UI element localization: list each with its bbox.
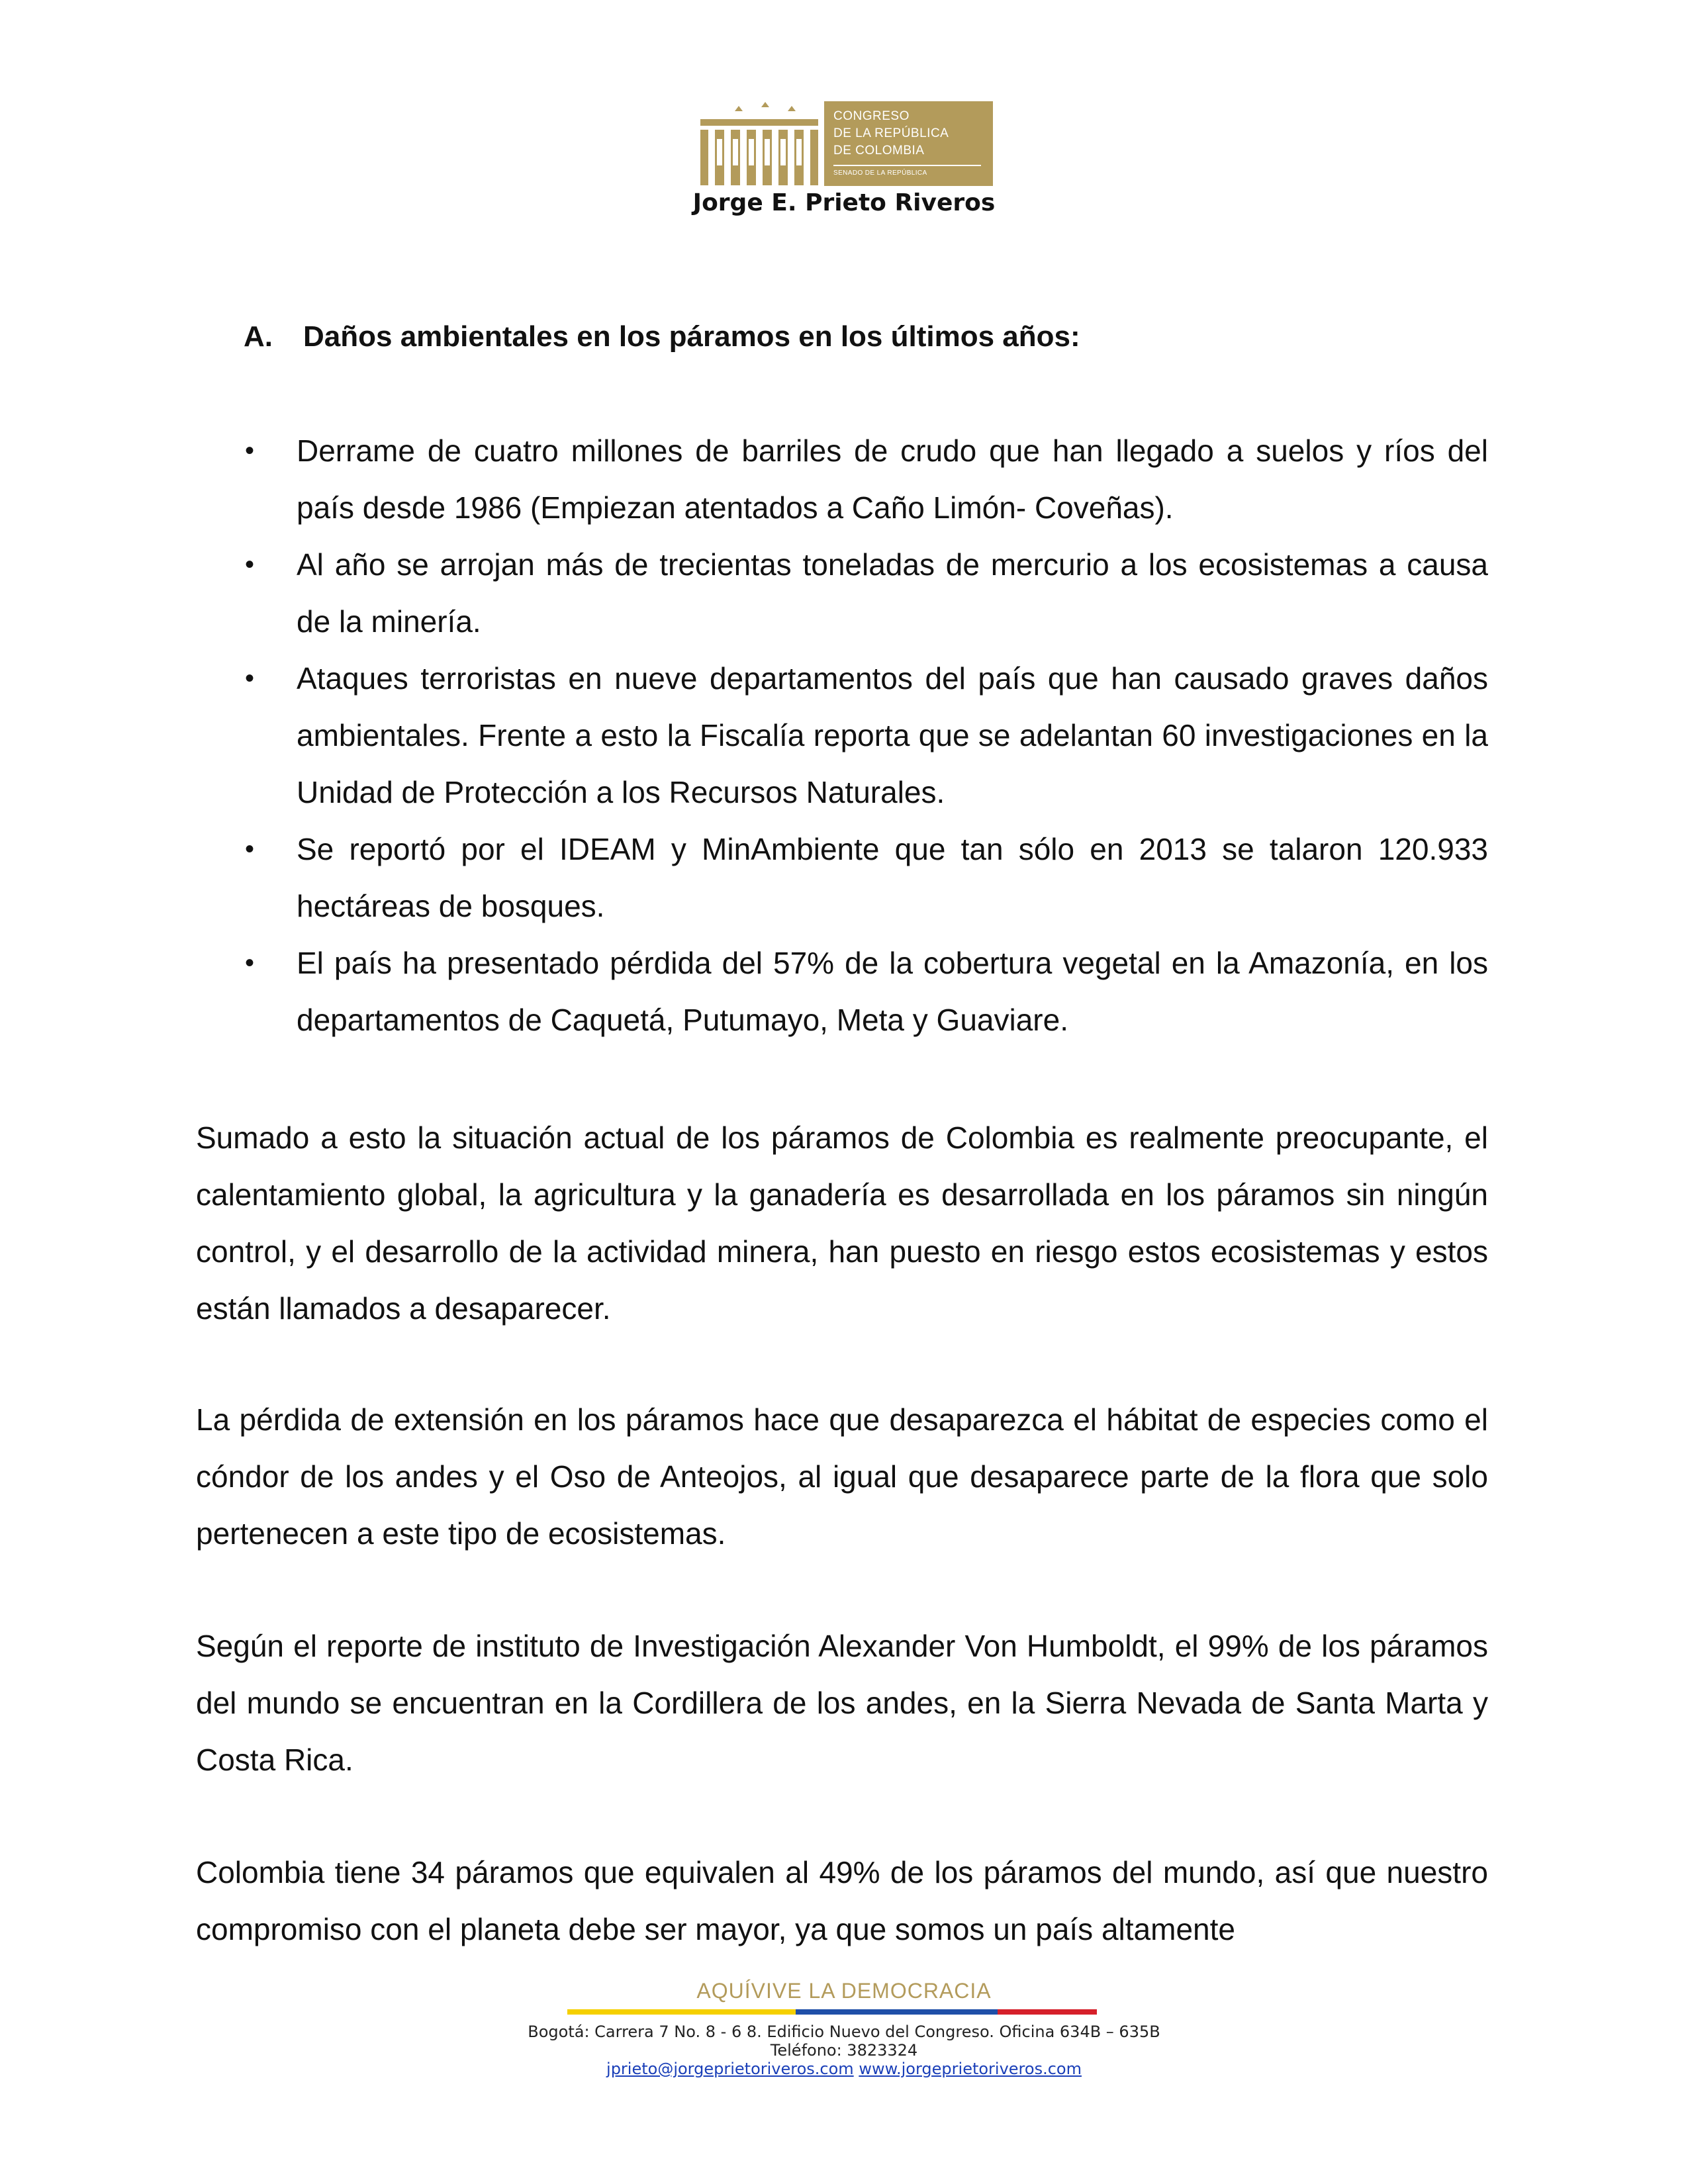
- section-heading: [244, 320, 1080, 353]
- section-marker: A.: [244, 320, 273, 353]
- flag-stripe-red: [998, 2009, 1097, 2015]
- damage-list: [244, 422, 1488, 1048]
- congress-logo: [695, 99, 996, 189]
- list-item-text: Al año se arrojan más de trecientas toneladas de mercurio a los ecosistemas a causa de la minería.: [297, 547, 1488, 639]
- list-item-text: Se reportó por el IDEAM y MinAmbiente que tan sólo en 2013 se talaron 120.933 hectáreas de bosques.: [297, 832, 1488, 923]
- list-item-text: El país ha presentado pérdida del 57% de la cobertura vegetal en la Amazonía, en los departamentos de Caquetá, Putumayo, Meta y Guaviare.: [297, 946, 1488, 1037]
- logo-subtitle: SENADO DE LA REPÚBLICA: [833, 169, 927, 177]
- logo-line-3: DE COLOMBIA: [833, 144, 925, 158]
- flag-stripe-yellow: [567, 2009, 796, 2015]
- paragraph: Sumado a esto la situación actual de los páramos de Colombia es realmente preocupante, el calentamiento global, la agricultura y la ganadería es desarrollada en los páramos sin ningún control, y el desarrollo de la actividad minera, han puesto en riesgo estos ecosistemas y estos están llamados a desaparecer.: [196, 1120, 1488, 1326]
- list-item: [244, 650, 1488, 821]
- logo-line-2: DE LA REPÚBLICA: [833, 126, 949, 140]
- footer-address: Bogotá: Carrera 7 No. 8 - 6 8. Edificio Nuevo del Congreso. Oficina 634B – 635B: [528, 2023, 1160, 2041]
- bullet-icon: •: [245, 436, 255, 465]
- capitol-building-icon: [695, 99, 821, 189]
- website-link[interactable]: www.jorgeprietoriveros.com: [859, 2060, 1082, 2078]
- flag-stripe-blue: [796, 2009, 998, 2015]
- bullet-icon: •: [245, 550, 255, 579]
- section-title: Daños ambientales en los páramos en los últimos años:: [303, 320, 1080, 353]
- paragraph: Colombia tiene 34 páramos que equivalen al 49% de los páramos del mundo, así que nuestro compromiso con el planeta debe ser mayor, ya que somos un país altamente: [196, 1855, 1488, 1946]
- list-item-text: Derrame de cuatro millones de barriles de crudo que han llegado a suelos y ríos del país desde 1986 (Empiezan atentados a Caño Limón- Coveñas).: [297, 433, 1488, 525]
- logo-text-box: [824, 101, 993, 186]
- footer-slogan: AQUÍVIVE LA DEMOCRACIA: [696, 1979, 992, 2003]
- bullet-icon: •: [245, 835, 255, 864]
- paragraph: La pérdida de extensión en los páramos hace que desaparezca el hábitat de especies como el cóndor de los andes y el Oso de Anteojos, al igual que desaparece parte de la flora que solo pertenecen a este tipo de ecosistemas.: [196, 1402, 1488, 1551]
- list-item: [244, 536, 1488, 650]
- footer-phone: Teléfono: 3823324: [770, 2041, 918, 2060]
- logo-line-1: CONGRESO: [833, 109, 910, 123]
- email-link[interactable]: jprieto@jorgeprietoriveros.com: [606, 2060, 854, 2078]
- list-item: [244, 934, 1488, 1048]
- paragraph: Según el reporte de instituto de Investigación Alexander Von Humboldt, el 99% de los páramos del mundo se encuentran en la Cordillera de los andes, en la Sierra Nevada de Santa Marta y Costa Rica.: [196, 1629, 1488, 1777]
- list-item-text: Ataques terroristas en nueve departamentos del país que han causado graves daños ambientales. Frente a esto la Fiscalía reporta que se adelantan 60 investigaciones en la Unidad de Protección a los Recursos Naturales.: [297, 661, 1488, 809]
- bullet-icon: •: [245, 948, 255, 978]
- bullet-icon: •: [245, 664, 255, 693]
- list-item: [244, 422, 1488, 536]
- author-name: Jorge E. Prieto Riveros: [692, 189, 996, 216]
- list-item: [244, 821, 1488, 934]
- logo-divider: [833, 165, 981, 166]
- footer-contact: [0, 2060, 1688, 2078]
